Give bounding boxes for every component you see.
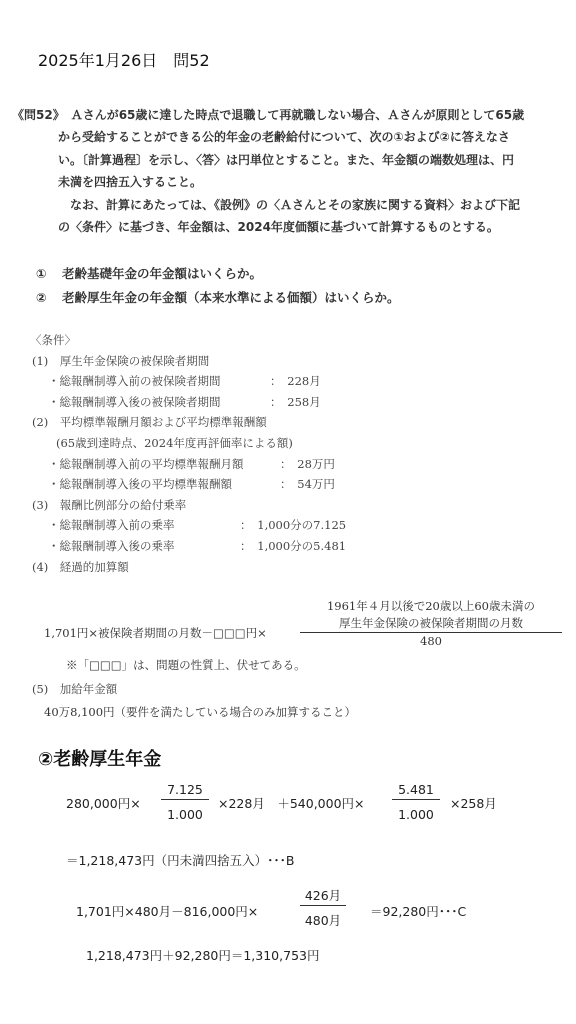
period-fraction — [300, 887, 346, 930]
question-number: ① — [36, 266, 47, 281]
calc-text: 1,701円×480月－816,000円× — [76, 904, 259, 919]
question-number: ② — [36, 290, 47, 305]
condition-value: ： 258月 — [270, 394, 321, 409]
condition-bullet — [30, 371, 321, 392]
problem-statement — [12, 104, 567, 238]
problem-line: 未満を四捨五入すること。 — [58, 175, 203, 190]
condition-value: 40万8,100円（要件を満たしている場合のみ加算すること） — [44, 705, 357, 719]
condition-subnote: (65歳到達時点、2024年度再評価率による額) — [56, 435, 293, 450]
condition-label: ・総報酬制導入後の乗率 — [48, 538, 175, 553]
fraction-numerator: 5.481 — [398, 782, 434, 797]
question-list — [36, 262, 400, 310]
condition-label: ・総報酬制導入後の被保険者期間 — [48, 394, 221, 409]
calc-result-c: ＝92,280円･･･C — [370, 904, 467, 919]
question-item — [36, 262, 400, 286]
condition-bullet — [30, 454, 335, 475]
fraction-numerator: 1961年４月以後で20歳以上60歳未満の — [326, 599, 536, 613]
condition-value: ： 28万円 — [280, 456, 335, 471]
calc-text: ×228月 ＋540,000円× — [218, 796, 365, 811]
page-title: 2025年1月26日 問52 — [38, 51, 210, 70]
condition-label: ・総報酬制導入前の被保険者期間 — [48, 374, 221, 389]
condition-value: ： 228月 — [270, 374, 321, 389]
conditions-title: 〈条件〉 — [30, 333, 76, 347]
transitional-fraction — [300, 598, 562, 650]
question-item — [36, 286, 400, 310]
transitional-formula: 1,701円×被保険者期間の月数－□□□円× — [44, 626, 267, 640]
problem-line: 《問52》 Ａさんが65歳に達した時点で退職して再就職しない場合、Ａさんが原則として65歳 — [12, 108, 525, 122]
multiplier-fraction — [161, 781, 209, 824]
fraction-denominator: 480 — [300, 632, 562, 650]
condition-label: ・総報酬制導入後の平均標準報酬額 — [48, 477, 232, 492]
fraction-denominator: 480月 — [300, 905, 346, 930]
condition-heading: (2) 平均標準報酬月額および平均標準報酬額 — [32, 415, 267, 430]
question-text: 老齢厚生年金の年金額（本来水準による価額）はいくらか。 — [62, 290, 400, 305]
multiplier-fraction — [392, 781, 440, 824]
fraction-numerator: 7.125 — [167, 782, 203, 797]
conditions-section — [30, 330, 347, 577]
condition-heading: (3) 報酬比例部分の給付乗率 — [32, 497, 187, 512]
question-text: 老齢基礎年金の年金額はいくらか。 — [62, 266, 263, 281]
calc-result-b: ＝1,218,473円（円未満四捨五入）･･･B — [66, 853, 295, 868]
calc-text: ×258月 — [450, 796, 497, 811]
condition-bullet — [30, 515, 347, 536]
fraction-denominator: 1.000 — [392, 799, 440, 824]
condition-label: ・総報酬制導入前の乗率 — [48, 518, 175, 533]
calc-text: 280,000円× — [66, 796, 141, 811]
condition-value: ： 1,000分の7.125 — [240, 518, 347, 533]
fraction-denominator: 1.000 — [161, 799, 209, 824]
condition-value: ： 1,000分の5.481 — [240, 538, 347, 553]
condition-heading: (5) 加給年金額 — [32, 682, 118, 696]
condition-heading: (1) 厚生年金保険の被保険者期間 — [32, 353, 210, 368]
condition-heading: (4) 経過的加算額 — [32, 559, 129, 574]
condition-bullet — [30, 536, 347, 557]
note-text: ※「□□□」は、問題の性質上、伏せてある。 — [66, 658, 306, 672]
problem-line: の〈条件〉に基づき、年金額は、2024年度価額に基づいて計算するものとする。 — [58, 220, 499, 235]
problem-line: から受給することができる公的年金の老齢給付について、次の①および②に答えなさ — [58, 130, 510, 145]
condition-bullet — [30, 474, 335, 495]
fraction-numerator: 厚生年金保険の被保険者期間の月数 — [339, 616, 523, 630]
condition-bullet — [30, 392, 321, 413]
problem-line: なお、計算にあたっては、《設例》の〈Ａさんとその家族に関する資料〉および下記 — [70, 197, 521, 212]
condition-value: ： 54万円 — [280, 477, 335, 492]
condition-label: ・総報酬制導入前の平均標準報酬月額 — [48, 456, 244, 471]
calc-total: 1,218,473円＋92,280円＝1,310,753円 — [86, 948, 320, 963]
problem-line: い。〔計算過程〕を示し、〈答〉は円単位とすること。また、年金額の端数処理は、円 — [58, 152, 515, 167]
fraction-numerator: 426月 — [304, 888, 342, 903]
answer-heading: ②老齢厚生年金 — [38, 749, 162, 770]
